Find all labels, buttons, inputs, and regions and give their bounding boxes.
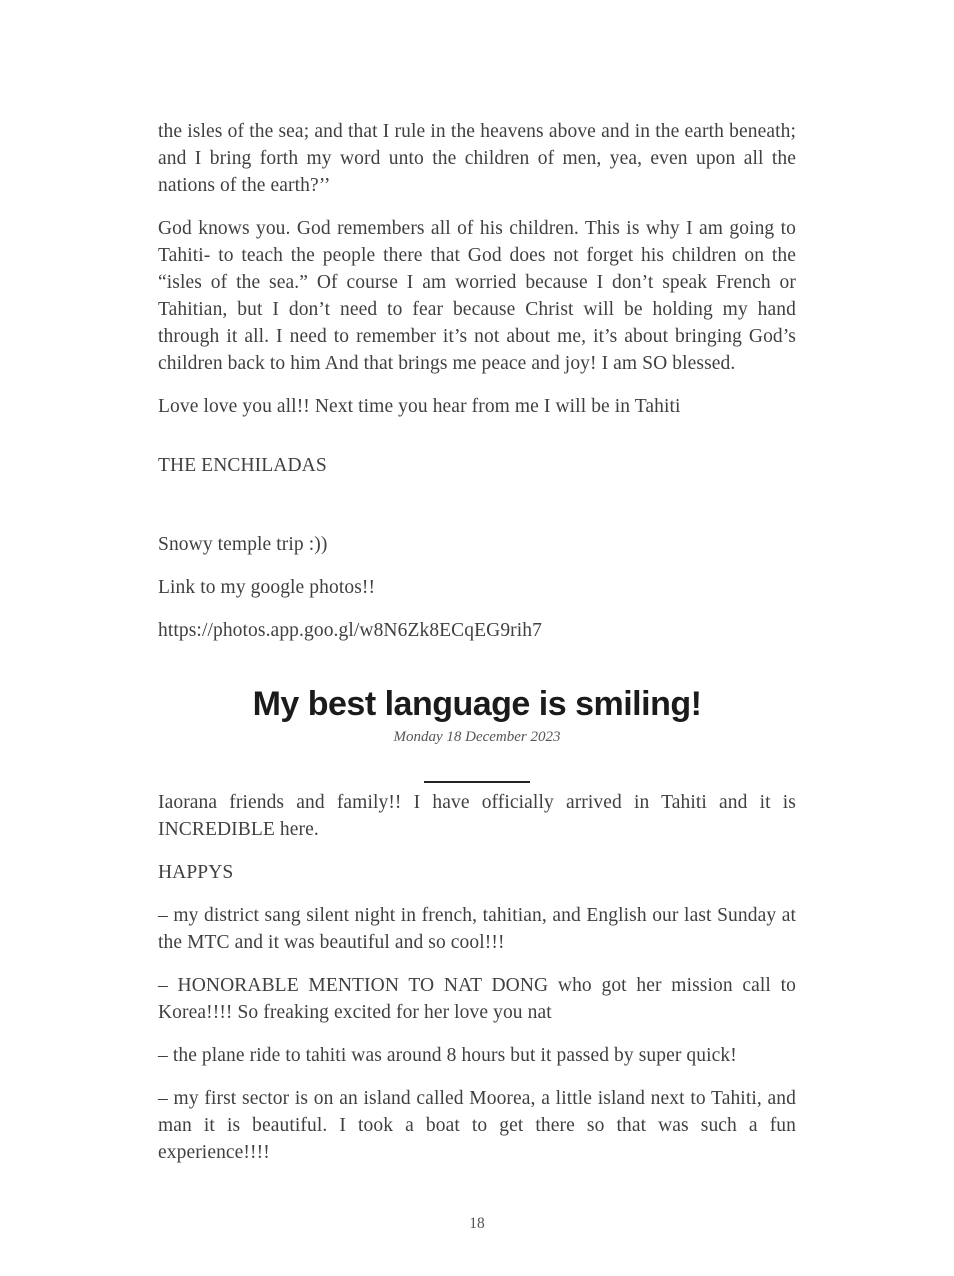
post-header <box>158 682 796 746</box>
post-date: Monday 18 December 2023 <box>393 729 561 745</box>
paragraph-snowy-temple-trip: Snowy temple trip :)) <box>158 534 328 555</box>
paragraph-love-you-all: Love love you all!! Next time you hear from me I will be in Tahiti <box>158 396 681 417</box>
google-photos-link[interactable]: https://photos.app.goo.gl/w8N6Zk8ECqEG9rih7 <box>158 620 542 641</box>
happys-item-first-sector-moorea: – my first sector is on an island called Moorea, a little island next to Tahiti, and man it is beautiful. I took a boat to get there so that was such a fun experience!!!! <box>158 1088 796 1163</box>
page-footer <box>0 1214 954 1234</box>
happys-item-plane-ride: – the plane ride to tahiti was around 8 hours but it passed by super quick! <box>158 1045 737 1066</box>
paragraph-photos-url <box>158 617 796 644</box>
happys-item-district-silent-night: – my district sang silent night in french, tahitian, and English our last Sunday at the MTC and it was beautiful and so cool!!! <box>158 905 796 953</box>
text-column <box>158 118 796 1166</box>
happys-item-honorable-mention: – HONORABLE MENTION TO NAT DONG who got her mission call to Korea!!!! So freaking excited for her love you nat <box>158 975 796 1023</box>
post-title: My best language is smiling! <box>252 685 702 723</box>
paragraph-isles-of-the-sea: the isles of the sea; and that I rule in the heavens above and in the earth beneath; and I bring forth my word unto the children of men, yea, even upon all the nations of the earth?’’ <box>158 121 796 196</box>
paragraph-link-label: Link to my google photos!! <box>158 577 376 598</box>
section-divider <box>424 781 530 783</box>
paragraph-the-enchiladas: THE ENCHILADAS <box>158 455 327 476</box>
paragraph-god-knows-you: God knows you. God remembers all of his children. This is why I am going to Tahiti- to teach the people there that God does not forget his children on the “isles of the sea.” Of course I am worried because I don’t speak French or Tahitian, but I don’t need to fear because Christ will be holding my hand through it all. I need to remember it’s not about me, it’s about bringing God’s children back to him And that brings me peace and joy! I am SO blessed. <box>158 218 796 374</box>
section-heading-happys: HAPPYS <box>158 862 234 883</box>
paragraph-iaorana-intro: Iaorana friends and family!! I have officially arrived in Tahiti and it is INCREDIBLE here. <box>158 792 796 840</box>
page-number: 18 <box>469 1215 485 1232</box>
